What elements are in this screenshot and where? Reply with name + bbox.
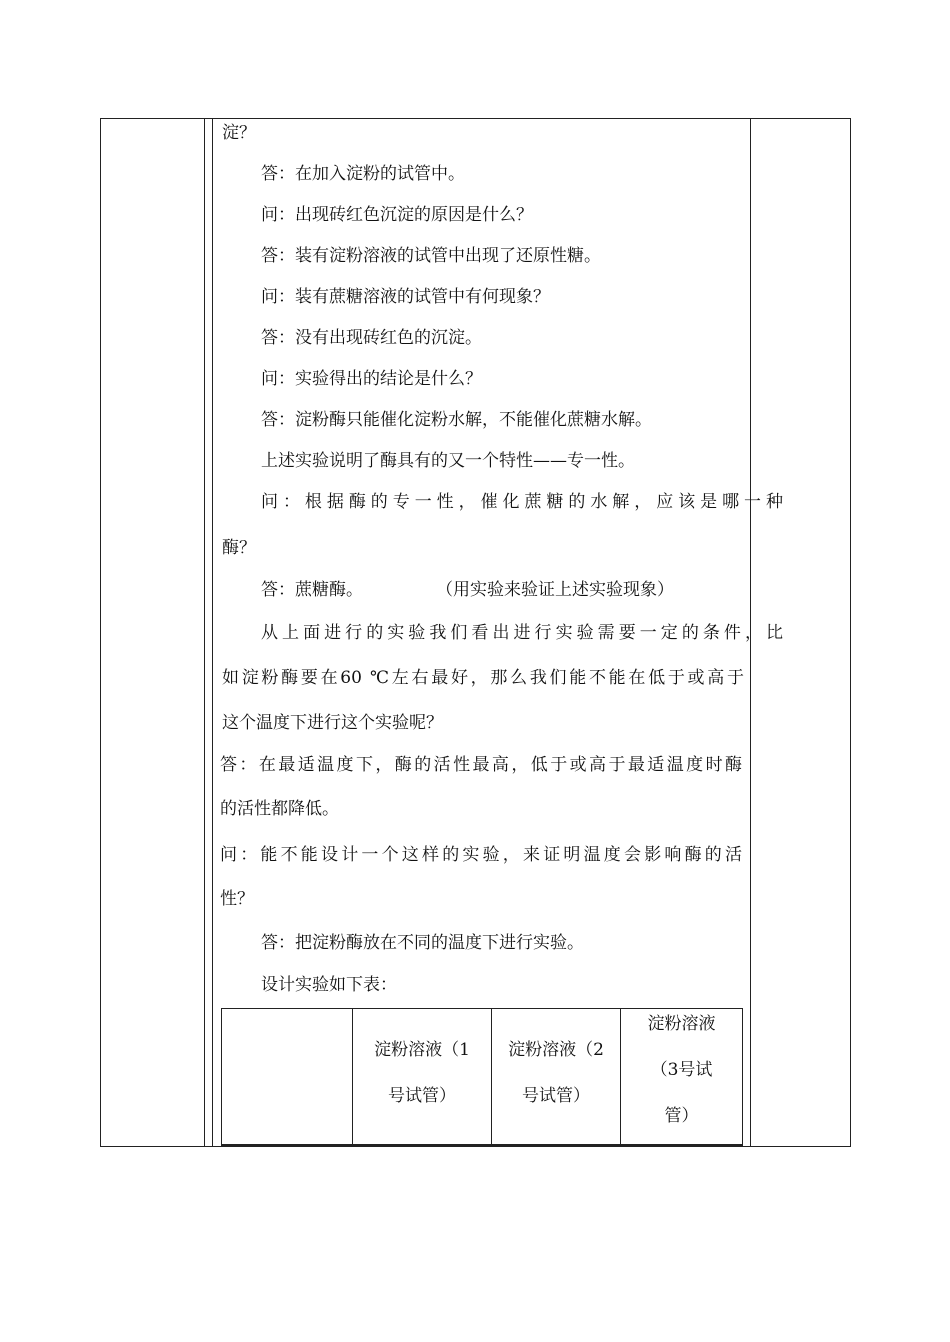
answer-text: 答：蔗糖酶。: [261, 580, 363, 600]
table-header-tube-2: 淀粉溶液（2 号试管）: [508, 1040, 604, 1106]
text-line: 问：出现砖红色沉淀的原因是什么？: [261, 205, 533, 225]
text-line: 答：装有淀粉溶液的试管中出现了还原性糖。: [261, 246, 601, 266]
text-line: 答：淀粉酶只能催化淀粉水解，不能催化蔗糖水解。: [261, 410, 652, 430]
table-header-tube-3: 淀粉溶液 （3号试 管）: [647, 1014, 716, 1126]
text-line: 问：能不能设计一个这样的实验，来证明温度会影响酶的活: [220, 845, 742, 865]
text-line: 上述实验说明了酶具有的又一个特性——专一性。: [261, 451, 635, 471]
table-header-tube-1: 淀粉溶液（1 号试管）: [374, 1040, 470, 1106]
text-line: 问：实验得出的结论是什么？: [261, 369, 482, 389]
column-divider-1: [204, 118, 205, 1147]
text-line: 问：装有蔗糖溶液的试管中有何现象？: [261, 287, 550, 307]
text-line: 性？: [220, 889, 254, 909]
text-line: 的活性都降低。: [220, 799, 339, 819]
text-line: 答：把淀粉酶放在不同的温度下进行实验。: [261, 933, 584, 953]
text-line: 答：在加入淀粉的试管中。: [261, 164, 465, 184]
text-line: 淀？: [222, 123, 256, 143]
text-line: 这个温度下进行这个实验呢？: [222, 713, 443, 733]
text-line: 答：没有出现砖红色的沉淀。: [261, 328, 482, 348]
experiment-note: （用实验来验证上述实验现象）: [436, 580, 674, 600]
experiment-table: [221, 1008, 743, 1146]
text-line: 如淀粉酶要在60 ℃左右最好，那么我们能不能在低于或高于: [222, 668, 744, 688]
text-line: 问：根据酶的专一性，催化蔗糖的水解，应该是哪一种: [261, 492, 783, 512]
text-line: 设计实验如下表：: [261, 975, 397, 995]
text-line: 答：在最适温度下，酶的活性最高，低于或高于最适温度时酶: [220, 755, 742, 775]
column-divider-2: [212, 118, 213, 1147]
text-line: 从上面进行的实验我们看出进行实验需要一定的条件，比: [261, 623, 783, 643]
text-line: 酶？: [222, 538, 256, 558]
text-line: [222, 578, 674, 602]
